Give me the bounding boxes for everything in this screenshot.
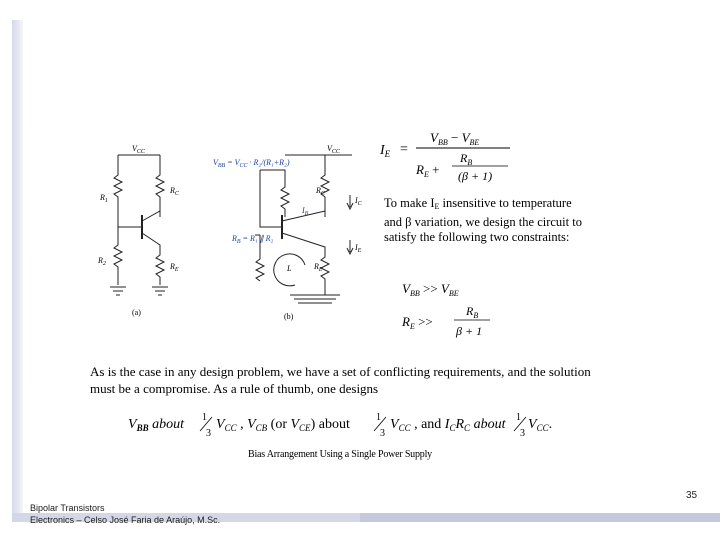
svg-text:β + 1: β + 1 [456,324,483,338]
rule-of-thumb-formula [126,407,556,441]
svg-text:3: 3 [520,428,525,439]
svg-text:(β + 1): (β + 1) [458,169,493,183]
left-accent-bar-inner [20,20,23,520]
circuit-ib-label: $I_B$ [302,206,309,217]
svg-text:IE: $I_E$ [380,143,391,159]
svg-text:VBB − VBE: $V_{BB} - V_{BE}$ [430,130,480,147]
svg-text:=: = [400,142,408,157]
svg-text:RB: $R_B$ [466,304,479,320]
circuit-vcc-a: $V_{CC}$ [132,144,145,155]
left-accent-bar [12,20,20,520]
svg-text:VCC , VCB (or VCE) about: $V_{CC}$ , $V_{CB}$ (or $V_{CE}$) about [216,417,350,433]
svg-text:3: 3 [380,428,385,439]
circuit-rc-label-b: $R_C$ [316,186,325,197]
circuit-r2-label: $R_2$ [98,256,106,267]
footer-author: Electronics – Celso José Faria de Araújo, M.Sc. [30,515,221,525]
circuit-vbb-eq: $V_{BB} = V_{CC} \cdot R_2/(R_1+R_2)$ [213,158,290,169]
circuit-label-a: (a) [132,308,141,317]
circuit-ic-label: $I_C$ [355,196,362,207]
svg-text:3: 3 [206,428,211,439]
svg-text:RE >>: $R_E$ >> [402,314,433,331]
svg-text:VBB >> VBE: $V_{BB} >> V_{BE}$ [402,281,459,298]
circuit-loop-label: L [287,264,292,273]
circuit-rc-label-a: $R_C$ [170,186,179,197]
svg-text:1: 1 [516,412,521,423]
svg-text:1: 1 [376,412,381,423]
design-compromise-text: As is the case in any design problem, we have a set of conflicting requirements, and the solution must be a compromise. As a rule of thumb, one designs [90,364,591,396]
circuit-ie-label: $I_E$ [355,243,362,254]
circuit-rb-eq: $R_B = R_1$ ∥ R₂ [232,234,274,245]
circuit-re-label-a: $R_E$ [170,262,179,273]
svg-text:1: 1 [202,412,207,423]
constraint-intro-text: To make $I_E$ insensitive to temperature and β variation, we design the circuit to satisfy the following two constraints: [384,196,582,244]
ie-formula [378,126,518,184]
svg-text:RE +: $R_E$ + [416,162,440,179]
page-number: 35 [686,490,698,501]
svg-text:RB: $R_B$ [460,151,473,167]
circuit-vcc-b: $V_{CC}$ [327,144,340,155]
circuit-re-label-b: $R_E$ [314,262,323,273]
figure-caption: Bias Arrangement Using a Single Power Supply [248,449,432,460]
svg-text:VCC.: $V_{CC}$. [528,417,553,433]
circuit-label-b: (b) [284,312,294,321]
svg-text:VBB about: $V_{BB}$ about [128,417,184,433]
bias-circuit-figure [80,135,370,335]
circuit-r1-label: $R_1$ [100,193,108,204]
svg-text:VCC , and ICRC about: $V_{CC}$ , and $I_CR_C$ about [390,417,506,433]
bottom-accent-bar-right [360,513,720,522]
footer-course-title: Bipolar Transistors [30,503,105,513]
constraint-formulas [400,275,510,345]
